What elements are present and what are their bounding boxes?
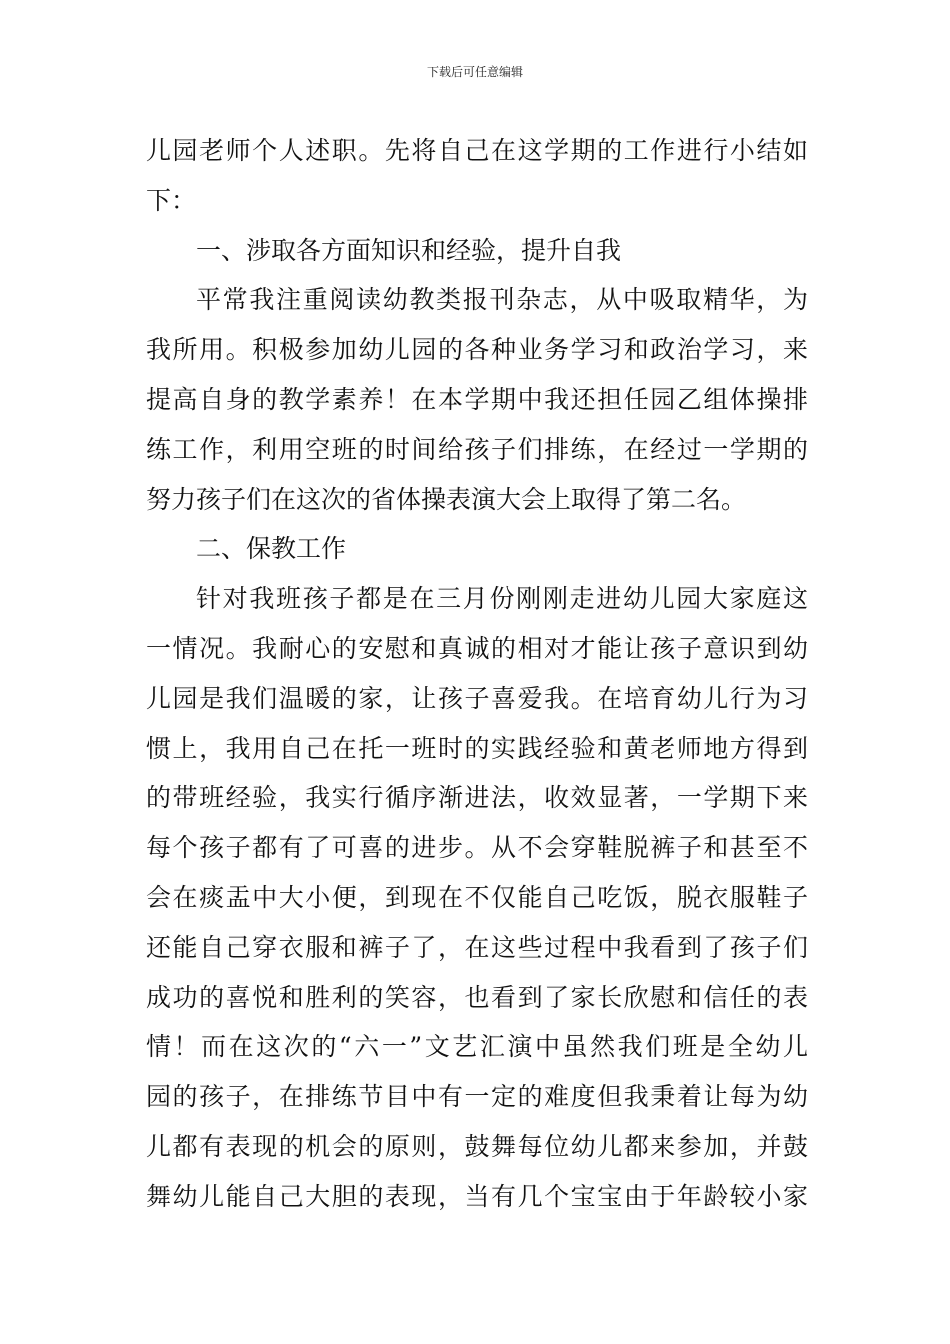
body-line: 努力孩子们在这次的省体操表演大会上取得了第二名。 <box>146 484 747 514</box>
body-line: 的带班经验，我实行循序渐进法，收效显著，一学期下来 <box>146 783 808 813</box>
body-line: 一情况。我耐心的安慰和真诚的相对才能让孩子意识到幼 <box>146 633 808 663</box>
body-line: 提高自身的教学素养！在本学期中我还担任园乙组体操排 <box>146 384 808 414</box>
body-line: 舞幼儿能自己大胆的表现，当有几个宝宝由于年龄较小家 <box>146 1181 808 1211</box>
page-header-note: 下载后可任意编辑 <box>426 65 523 79</box>
body-line: 儿园老师个人述职。先将自己在这学期的工作进行小结如 <box>146 136 808 165</box>
body-line: 惯上，我用自己在托一班时的实践经验和黄老师地方得到 <box>146 733 808 763</box>
section-heading-1: 一、涉取各方面知识和经验，提升自我 <box>196 235 622 265</box>
body-line: 情！而在这次的“六一”文艺汇演中虽然我们班是全幼儿 <box>146 1032 808 1062</box>
body-line: 会在痰盂中大小便，到现在不仅能自己吃饭，脱衣服鞋子 <box>146 882 808 912</box>
body-line: 下： <box>146 185 197 215</box>
body-line: 每个孩子都有了可喜的进步。从不会穿鞋脱裤子和甚至不 <box>146 833 808 863</box>
body-line: 针对我班孩子都是在三月份刚刚走进幼儿园大家庭这 <box>196 584 808 614</box>
body-line: 儿都有表现的机会的原则，鼓舞每位幼儿都来参加，并鼓 <box>146 1131 808 1161</box>
section-heading-2: 二、保教工作 <box>196 534 347 564</box>
body-line: 儿园是我们温暖的家，让孩子喜爱我。在培育幼儿行为习 <box>146 683 808 713</box>
body-line: 我所用。积极参加幼儿园的各种业务学习和政治学习，来 <box>146 335 808 365</box>
body-line: 练工作，利用空班的时间给孩子们排练，在经过一学期的 <box>146 434 808 464</box>
body-line: 成功的喜悦和胜利的笑容，也看到了家长欣慰和信任的表 <box>146 982 808 1012</box>
body-line: 还能自己穿衣服和裤子了，在这些过程中我看到了孩子们 <box>146 932 808 962</box>
body-line: 平常我注重阅读幼教类报刊杂志，从中吸取精华，为 <box>196 285 808 315</box>
document-body <box>146 126 808 1222</box>
body-line: 园的孩子，在排练节目中有一定的难度但我秉着让每为幼 <box>146 1082 808 1112</box>
